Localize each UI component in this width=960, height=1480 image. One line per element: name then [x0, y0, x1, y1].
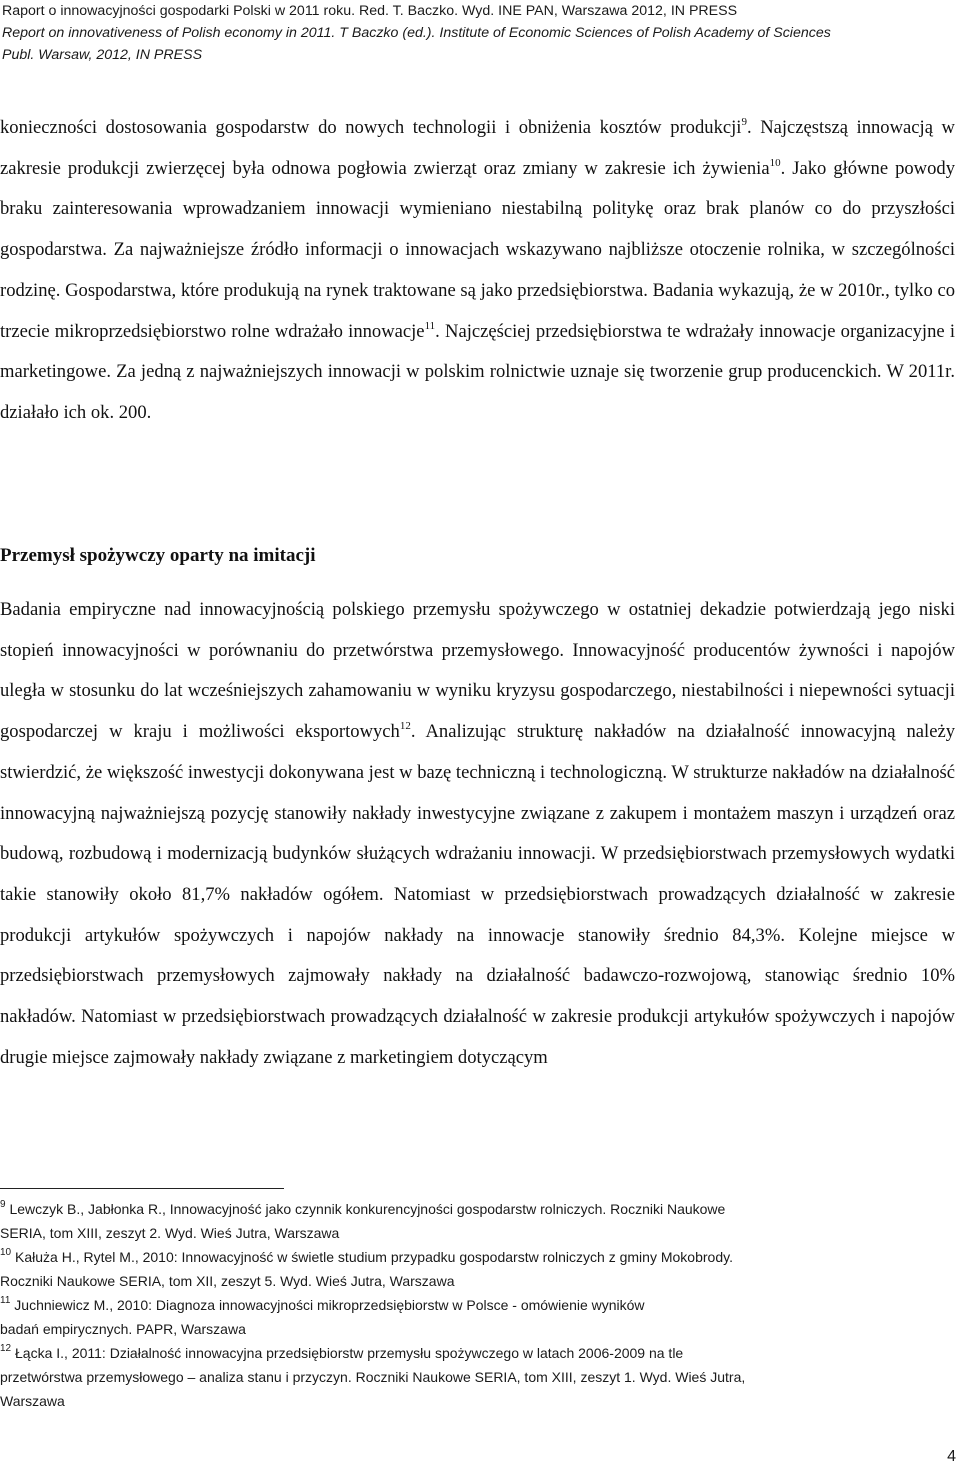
- header-line-english: Report on innovativeness of Polish economy in 2011. T Baczko (ed.). Institute of Economic Sciences of Polish Academy of Sciences: [2, 25, 831, 41]
- footnotes: [0, 1197, 958, 1413]
- footnote-line: [0, 1197, 958, 1221]
- paragraph-text: . Najczęściej przedsiębiorstwa te wdrażały innowacje organizacyjne i marketingowe. Za jedną z najważniejszych innowacji w polskim rolnictwie uznaje się tworzenie grup producenckich. W 2011r. działało ich ok. 200.: [0, 320, 955, 423]
- footnote-line: przetwórstwa przemysłowego – analiza stanu i przyczyn. Roczniki Naukowe SERIA, tom XIII, zeszyt 1. Wyd. Wieś Jutra,: [0, 1369, 746, 1385]
- footnote-number: 9: [0, 1199, 6, 1210]
- footnote-12: [0, 1341, 958, 1413]
- footnote-line: SERIA, tom XIII, zeszyt 2. Wyd. Wieś Jutra, Warszawa: [0, 1225, 340, 1241]
- footnote-text: Lewczyk B., Jabłonka R., Innowacyjność jako czynnik konkurencyjności gospodarstw rolniczych. Roczniki Naukowe: [5, 1201, 726, 1217]
- footnote-9: [0, 1197, 958, 1245]
- footnote-11: [0, 1293, 958, 1341]
- footnote-text: Łącka I., 2011: Działalność innowacyjna przedsiębiorstw przemysłu spożywczego w latach 2006-2009 na tle: [11, 1345, 684, 1361]
- footnote-text: Kałuża H., Rytel M., 2010: Innowacyjność w świetle studium przypadku gospodarstw rolniczych z gminy Mokobrody.: [11, 1249, 733, 1265]
- paragraph-text: Badania empiryczne nad innowacyjnością polskiego przemysłu spożywczego w ostatniej dekadzie potwierdzają jego niski stopień innowacyjności w porównaniu do przetwórstwa przemysłowego. Innowacyjność producentów żywności i napojów uległa w stosunku do lat wcześniejszych zahamowaniu w wyniku kryzysu gospodarczego, niestabilności i niepewności sytuacji gospodarczej w kraju i możliwości eksportowych: [0, 599, 955, 743]
- header-line-polish: Raport o innowacyjności gospodarki Polski w 2011 roku. Red. T. Baczko. Wyd. INE PAN, Warszawa 2012, IN PRESS: [2, 3, 738, 19]
- footnote-ref-11[interactable]: 11: [424, 319, 436, 332]
- footnote-line: [0, 1245, 958, 1269]
- footnote-separator: [0, 1188, 284, 1189]
- footnote-line: [0, 1293, 958, 1317]
- footnote-line: Roczniki Naukowe SERIA, tom XII, zeszyt 5. Wyd. Wieś Jutra, Warszawa: [0, 1273, 455, 1289]
- footnote-ref-10[interactable]: 10: [769, 156, 781, 169]
- footnote-text: Juchniewicz M., 2010: Diagnoza innowacyjności mikroprzedsiębiorstw w Polsce - omówienie wyników: [10, 1297, 645, 1313]
- paragraph-text: . Analizując strukturę nakładów na działalność innowacyjną należy stwierdzić, że większość inwestycji dokonywana jest w bazę techniczną i technologiczną. W strukturze nakładów na działalność innowacyjną najważniejszą pozycję stanowiły nakłady inwestycyjne związane z zakupem i montażem maszyn i urządzeń oraz budową, rozbudową i modernizacją budynków służących wdrażaniu innowacji. W przedsiębiorstwach przemysłowych wydatki takie stanowiły około 81,7% nakładów ogółem. Natomiast w przedsiębiorstwach prowadzących działalność w zakresie produkcji artykułów spożywczych i napojów nakłady na innowacje stanowiły średnio 84,3%. Kolejne miejsce w przedsiębiorstwach przemysłowych zajmowały nakłady na działalność badawczo-rozwojową, stanowiąc średnio 10% nakładów. Natomiast w przedsiębiorstwach prowadzących działalność w zakresie produkcji artykułów spożywczych i napojów drugie miejsce zajmowały nakłady związane z marketingiem dotyczącym: [0, 721, 955, 1068]
- paragraph-text: . Jako główne powody braku zainteresowania wprowadzaniem innowacji wymieniano niestabilną politykę oraz brak planów co do przyszłości gospodarstwa. Za najważniejsze źródło informacji o innowacjach wskazywano najbliższe otoczenie rolnika, w szczególności rodzinę. Gospodarstwa, które produkują na rynek traktowane są jako przedsiębiorstwa. Badania wykazują, że w 2010r., tylko co trzecie mikroprzedsiębiorstwo rolne wdrażało innowacje: [0, 157, 956, 342]
- footnote-number: 10: [0, 1247, 12, 1258]
- section-heading: Przemysł spożywczy oparty na imitacji: [0, 545, 316, 566]
- paragraph-text: . Najczęstszą innowacją w zakresie produkcji zwierzęcej była odnowa pogłowia zwierząt oraz zmiany w zakresie ich żywienia: [0, 117, 955, 179]
- paragraph-food-industry: [0, 590, 955, 1078]
- footnote-number: 11: [0, 1295, 11, 1306]
- footnote-line: [0, 1341, 958, 1365]
- page-number: 4: [947, 1448, 956, 1465]
- footnote-line: Warszawa: [0, 1393, 65, 1409]
- footnote-line: badań empirycznych. PAPR, Warszawa: [0, 1321, 246, 1337]
- paragraph-text: konieczności dostosowania gospodarstw do nowych technologii i obniżenia kosztów produkcji: [0, 117, 742, 138]
- footnote-ref-12[interactable]: 12: [399, 720, 411, 733]
- footnote-number: 12: [0, 1343, 12, 1354]
- footnote-ref-9[interactable]: 9: [741, 116, 747, 128]
- paragraph-agriculture: [0, 108, 955, 434]
- header-line-publication: Publ. Warsaw, 2012, IN PRESS: [2, 47, 203, 63]
- footnote-10: [0, 1245, 958, 1293]
- page-header: [2, 0, 958, 66]
